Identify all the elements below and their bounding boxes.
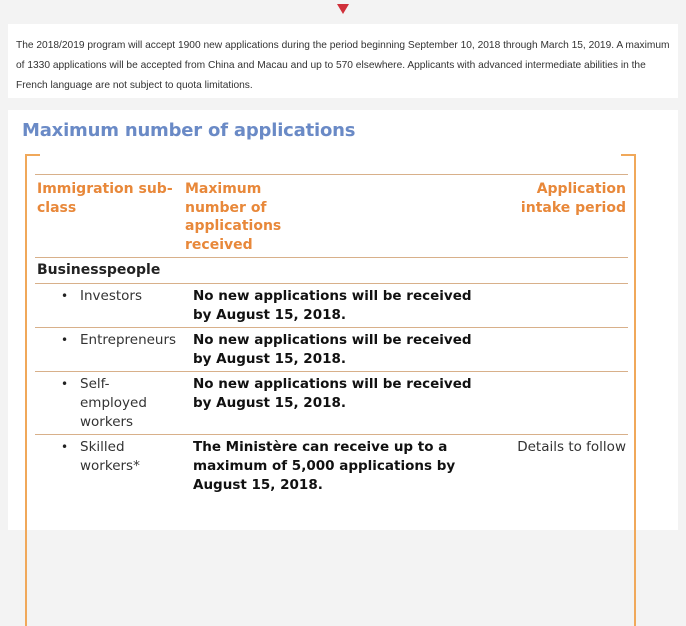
group-businesspeople: Businesspeople (37, 262, 161, 278)
row-subclass: Self-employed workers (80, 376, 147, 430)
bullet: • (61, 440, 69, 454)
header-max: Maximum number of applications received (185, 181, 282, 253)
table-row (35, 435, 628, 497)
bullet: • (61, 289, 69, 303)
applications-table (35, 174, 628, 497)
bullet: • (61, 377, 69, 391)
header-intake: Application intake period (520, 181, 626, 216)
section-title: Maximum number of applications (22, 120, 356, 141)
row-intake (493, 331, 628, 369)
row-subclass: Entrepreneurs (80, 332, 177, 348)
row-intake (493, 375, 628, 432)
row-subclass: Skilled workers* (80, 439, 140, 474)
table-row (35, 328, 628, 371)
row-subclass: Investors (80, 288, 143, 304)
row-max: No new applications will be received by August 15, 2018. (193, 376, 472, 411)
applications-panel (8, 110, 678, 530)
row-max: The Ministère can receive up to a maximum of 5,000 applications by August 15, 2018. (193, 439, 456, 493)
header-subclass: Immigration sub-class (37, 181, 173, 216)
row-intake: Details to follow (517, 439, 626, 455)
table-header (35, 175, 628, 257)
intro-paragraph: The 2018/2019 program will accept 1900 new applications during the period beginning September 10, 2018 through March 15, 2019. A maximum of 1330 applications will be accepted from China and Macau and up to 570 elsewhere. Applicants with advanced intermediate abilities in the French language are not subject to quota limitations. (8, 24, 678, 98)
row-intake (493, 287, 628, 325)
row-max: No new applications will be received by August 15, 2018. (193, 332, 472, 367)
bullet: • (61, 333, 69, 347)
row-max: No new applications will be received by August 15, 2018. (193, 288, 472, 323)
table-row (35, 372, 628, 434)
table-row (35, 284, 628, 327)
scroll-marker-icon (337, 4, 349, 14)
